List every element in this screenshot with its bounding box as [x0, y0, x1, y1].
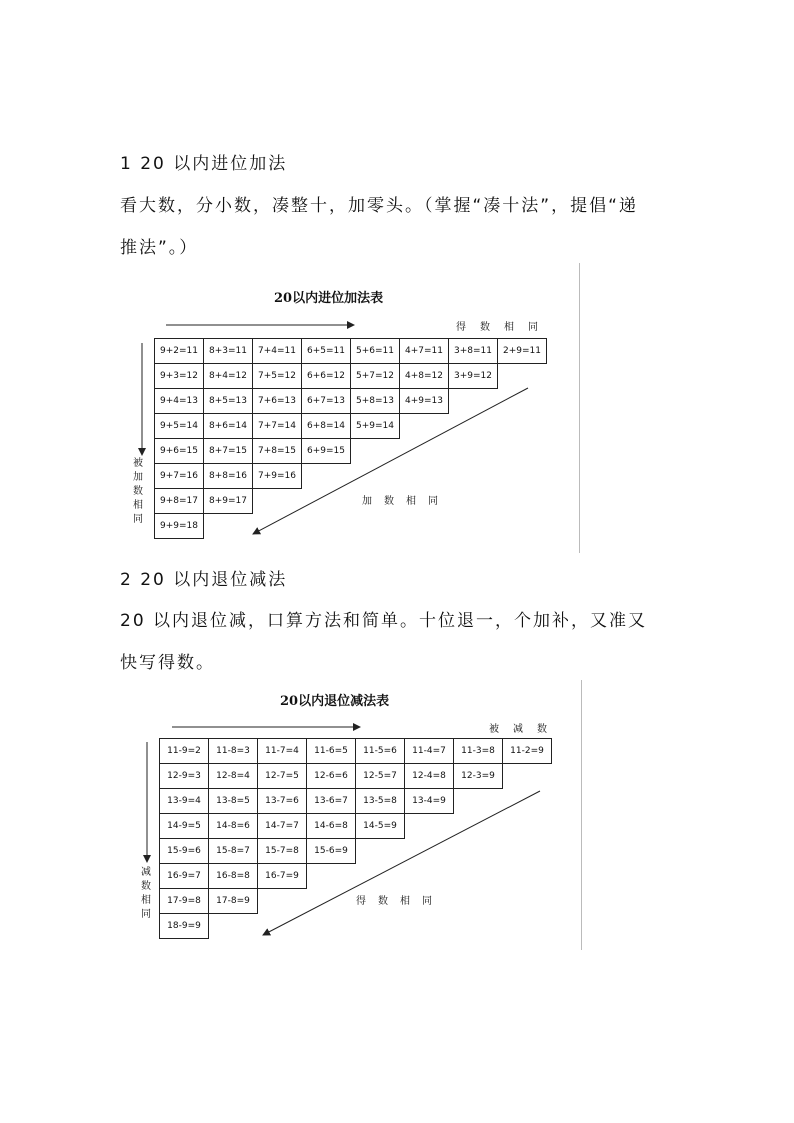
subtraction-table-cell: 13-6=7 — [306, 788, 356, 814]
subtraction-table-cell: 14-9=5 — [159, 813, 209, 839]
addition-table-cell: 9+9=18 — [154, 513, 204, 539]
subtraction-table-cell: 11-2=9 — [502, 738, 552, 764]
subtraction-side-label: 减数相同 — [141, 867, 151, 920]
addition-table-cell: 9+4=13 — [154, 388, 204, 414]
addition-table-cell: 4+9=13 — [399, 388, 449, 414]
subtraction-table-cell: 12-4=8 — [404, 763, 454, 789]
section1-heading: 1 20 以内进位加法 — [120, 154, 288, 174]
subtraction-table-title: 20以内退位减法表 — [280, 694, 390, 709]
addition-table-cell: 8+5=13 — [203, 388, 253, 414]
section2-paragraph-line1: 20 以内退位减，口算方法和简单。十位退一，个加补，又准又 — [120, 611, 648, 631]
subtraction-table-cell: 16-9=7 — [159, 863, 209, 889]
subtraction-table-cell: 12-6=6 — [306, 763, 356, 789]
subtraction-table-cell: 13-4=9 — [404, 788, 454, 814]
addition-table-cell: 9+8=17 — [154, 488, 204, 514]
subtraction-table-cell: 13-9=4 — [159, 788, 209, 814]
subtraction-table-cell: 11-8=3 — [208, 738, 258, 764]
subtraction-table-cell: 11-6=5 — [306, 738, 356, 764]
subtraction-corner-label: 被减数 — [489, 724, 561, 735]
subtraction-table-cell: 17-9=8 — [159, 888, 209, 914]
subtraction-table-cell: 12-3=9 — [453, 763, 503, 789]
addition-table-cell: 5+6=11 — [350, 338, 400, 364]
addition-table-cell: 6+6=12 — [301, 363, 351, 389]
subtraction-table-cell: 13-5=8 — [355, 788, 405, 814]
subtraction-table-cell: 12-5=7 — [355, 763, 405, 789]
addition-table-cell: 8+7=15 — [203, 438, 253, 464]
addition-table-cell: 8+6=14 — [203, 413, 253, 439]
addition-table-cell: 8+4=12 — [203, 363, 253, 389]
subtraction-table-cell: 14-7=7 — [257, 813, 307, 839]
addition-table-cell: 8+3=11 — [203, 338, 253, 364]
addition-table-cell: 8+9=17 — [203, 488, 253, 514]
addition-table-cell: 6+7=13 — [301, 388, 351, 414]
addition-table-cell: 6+9=15 — [301, 438, 351, 464]
addition-table-cell: 7+7=14 — [252, 413, 302, 439]
addition-table-cell: 7+6=13 — [252, 388, 302, 414]
subtraction-table-cell: 14-8=6 — [208, 813, 258, 839]
addition-table-cell: 5+7=12 — [350, 363, 400, 389]
subtraction-table-cell: 12-7=5 — [257, 763, 307, 789]
addition-side-label: 被加数相同 — [133, 458, 143, 525]
subtraction-diagonal-label: 得数相同 — [356, 896, 444, 907]
subtraction-table-cell: 16-8=8 — [208, 863, 258, 889]
subtraction-table-cell: 12-9=3 — [159, 763, 209, 789]
addition-table-cell: 4+7=11 — [399, 338, 449, 364]
addition-table-cell: 9+7=16 — [154, 463, 204, 489]
addition-diagonal-label: 加数相同 — [362, 496, 450, 507]
addition-table-cell: 9+3=12 — [154, 363, 204, 389]
subtraction-table-cell: 14-5=9 — [355, 813, 405, 839]
subtraction-table-cell: 11-3=8 — [453, 738, 503, 764]
subtraction-table-cell: 18-9=9 — [159, 913, 209, 939]
subtraction-table-cell: 15-6=9 — [306, 838, 356, 864]
subtraction-table-cell: 15-8=7 — [208, 838, 258, 864]
subtraction-table-cell: 11-9=2 — [159, 738, 209, 764]
addition-table-cell: 9+2=11 — [154, 338, 204, 364]
addition-table-cell: 7+4=11 — [252, 338, 302, 364]
addition-table-cell: 5+9=14 — [350, 413, 400, 439]
addition-table-title: 20以内进位加法表 — [274, 291, 384, 306]
addition-table-cell: 3+8=11 — [448, 338, 498, 364]
addition-table-cell: 6+8=14 — [301, 413, 351, 439]
subtraction-table-cell: 17-8=9 — [208, 888, 258, 914]
addition-table-cell: 7+8=15 — [252, 438, 302, 464]
subtraction-table-cell: 11-5=6 — [355, 738, 405, 764]
subtraction-table-cell: 11-7=4 — [257, 738, 307, 764]
subtraction-table-cell: 12-8=4 — [208, 763, 258, 789]
addition-table-cell: 2+9=11 — [497, 338, 547, 364]
subtraction-table-cell: 13-8=5 — [208, 788, 258, 814]
subtraction-table-figure — [120, 680, 582, 950]
addition-corner-label: 得数相同 — [456, 322, 552, 333]
section2-paragraph-line2: 快写得数。 — [120, 653, 215, 673]
section1-paragraph-line2: 推法”。） — [120, 238, 199, 258]
addition-table-cell: 9+5=14 — [154, 413, 204, 439]
subtraction-table-cell: 11-4=7 — [404, 738, 454, 764]
addition-table-cell: 5+8=13 — [350, 388, 400, 414]
addition-table-cell: 3+9=12 — [448, 363, 498, 389]
addition-table-cell: 8+8=16 — [203, 463, 253, 489]
subtraction-table-cell: 15-7=8 — [257, 838, 307, 864]
section2-heading: 2 20 以内退位减法 — [120, 570, 288, 590]
addition-table-cell: 7+5=12 — [252, 363, 302, 389]
subtraction-table-cell: 15-9=6 — [159, 838, 209, 864]
addition-table-cell: 9+6=15 — [154, 438, 204, 464]
addition-table-cell: 6+5=11 — [301, 338, 351, 364]
addition-table-figure — [120, 263, 580, 553]
subtraction-table-cell: 16-7=9 — [257, 863, 307, 889]
addition-table-cell: 4+8=12 — [399, 363, 449, 389]
subtraction-table-cell: 13-7=6 — [257, 788, 307, 814]
section1-paragraph-line1: 看大数，分小数，凑整十，加零头。（掌握“凑十法”，提倡“递 — [120, 196, 638, 216]
subtraction-table-cell: 14-6=8 — [306, 813, 356, 839]
addition-table-cell: 7+9=16 — [252, 463, 302, 489]
